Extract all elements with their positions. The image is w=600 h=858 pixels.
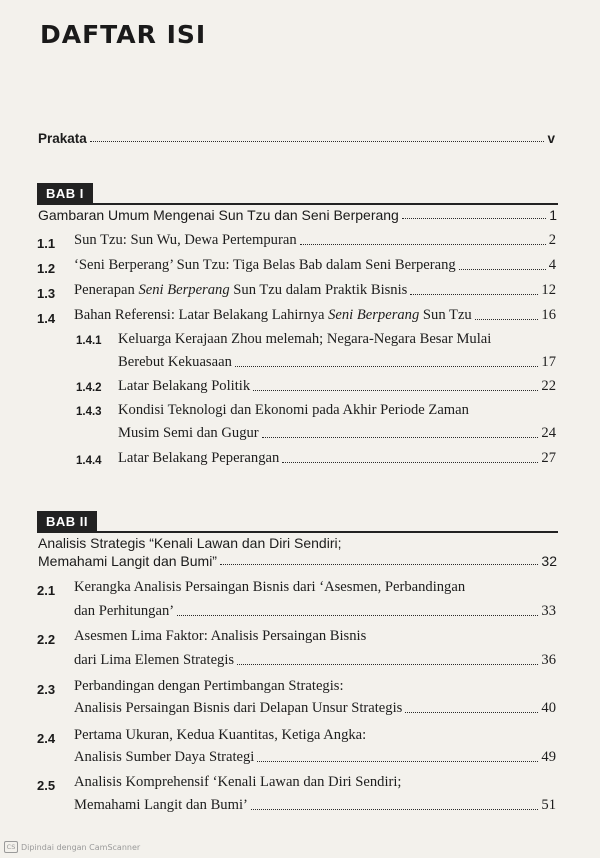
- dot-leader: [253, 390, 538, 391]
- entry-page: 22: [541, 378, 556, 394]
- toc-entry-2-1[interactable]: [74, 603, 556, 620]
- watermark-text: Dipindai dengan CamScanner: [21, 842, 141, 852]
- entry-label: Memahami Langit dan Bumi’: [74, 797, 248, 813]
- toc-entry-2-5[interactable]: [74, 797, 556, 814]
- dot-leader: [220, 564, 538, 565]
- entry-page: 24: [541, 425, 556, 441]
- chapter-title-line1: Analisis Strategis “Kenali Lawan dan Diri Sendiri;: [38, 535, 342, 551]
- entry-page: 1: [549, 207, 557, 223]
- toc-entry-1-4[interactable]: [74, 307, 556, 324]
- section-number: 1.1: [37, 236, 56, 251]
- dot-leader: [405, 712, 538, 713]
- section-number: 2.3: [37, 682, 56, 697]
- entry-label: dan Perhitungan’: [74, 603, 175, 619]
- chapter-rule: [37, 203, 558, 205]
- dot-leader: [90, 141, 545, 142]
- toc-entry-1-3[interactable]: [74, 282, 556, 299]
- dot-leader: [262, 437, 539, 438]
- toc-entry-1-4-4[interactable]: [118, 450, 556, 467]
- entry-label: Memahami Langit dan Bumi”: [38, 553, 217, 569]
- dot-leader: [300, 244, 546, 245]
- toc-entry-2-3[interactable]: [74, 700, 556, 717]
- chapter-badge-2: BAB II: [37, 511, 97, 532]
- entry-page: 17: [541, 354, 556, 370]
- entry-page: 51: [541, 797, 556, 813]
- entry-page: 40: [541, 700, 556, 716]
- dot-leader: [475, 319, 539, 320]
- entry-page: 49: [541, 749, 556, 765]
- entry-label: Penerapan Seni Berperang Sun Tzu dalam Praktik Bisnis: [74, 282, 408, 298]
- dot-leader: [459, 269, 546, 270]
- dot-leader: [257, 761, 538, 762]
- toc-entry-1-4-3[interactable]: [118, 425, 556, 442]
- scanner-watermark: [4, 841, 140, 853]
- entry-label: Analisis Sumber Daya Strategi: [74, 749, 255, 765]
- toc-entry-1-2[interactable]: [74, 257, 556, 274]
- camscanner-icon: CS: [4, 841, 18, 853]
- entry-page: 27: [541, 450, 556, 466]
- entry-page: 33: [541, 603, 556, 619]
- entry-label-line1: Perbandingan dengan Pertimbangan Strategis:: [74, 678, 344, 694]
- entry-label: Analisis Persaingan Bisnis dari Delapan Unsur Strategis: [74, 700, 403, 716]
- entry-label-line1: Kondisi Teknologi dan Ekonomi pada Akhir Periode Zaman: [118, 402, 469, 418]
- entry-label: dari Lima Elemen Strategis: [74, 652, 235, 668]
- entry-label: Bahan Referensi: Latar Belakang Lahirnya Seni Berperang Sun Tzu: [74, 307, 472, 323]
- dot-leader: [251, 809, 539, 810]
- dot-leader: [282, 462, 538, 463]
- dot-leader: [235, 366, 539, 367]
- section-number: 1.3: [37, 286, 56, 301]
- subsection-number: 1.4.2: [76, 382, 102, 394]
- entry-label-line1: Keluarga Kerajaan Zhou melemah; Negara-Negara Besar Mulai: [118, 331, 492, 347]
- entry-label: Gambaran Umum Mengenai Sun Tzu dan Seni Berperang: [38, 207, 399, 223]
- section-number: 2.4: [37, 731, 56, 746]
- section-number: 1.4: [37, 311, 56, 326]
- subsection-number: 1.4.1: [76, 335, 102, 347]
- entry-label: Latar Belakang Politik: [118, 378, 251, 394]
- toc-entry-2-4[interactable]: [74, 749, 556, 766]
- entry-label: Berebut Kekuasaan: [118, 354, 232, 370]
- section-number: 2.1: [37, 583, 56, 598]
- entry-label: Prakata: [38, 131, 87, 146]
- entry-page: 36: [541, 652, 556, 668]
- subsection-number: 1.4.3: [76, 406, 102, 418]
- toc-entry-2-2[interactable]: [74, 652, 556, 669]
- entry-page: v: [547, 131, 555, 146]
- entry-label-line1: Pertama Ukuran, Kedua Kuantitas, Ketiga Angka:: [74, 727, 367, 743]
- entry-page: 2: [548, 232, 556, 248]
- toc-entry-chapter-2[interactable]: [38, 553, 557, 569]
- entry-label: Sun Tzu: Sun Wu, Dewa Pertempuran: [74, 232, 297, 248]
- entry-label-line1: Kerangka Analisis Persaingan Bisnis dari ‘Asesmen, Perbandingan: [74, 579, 466, 595]
- entry-page: 12: [541, 282, 556, 298]
- entry-label: Latar Belakang Peperangan: [118, 450, 280, 466]
- entry-label: ‘Seni Berperang’ Sun Tzu: Tiga Belas Bab dalam Seni Berperang: [74, 257, 456, 273]
- subsection-number: 1.4.4: [76, 455, 102, 467]
- entry-page: 16: [541, 307, 556, 323]
- dot-leader: [410, 294, 538, 295]
- entry-label-line1: Asesmen Lima Faktor: Analisis Persaingan Bisnis: [74, 628, 367, 644]
- entry-page: 4: [548, 257, 556, 273]
- chapter-rule: [37, 531, 558, 533]
- toc-entry-1-4-1[interactable]: [118, 354, 556, 371]
- entry-page: 32: [541, 553, 557, 569]
- entry-label: Musim Semi dan Gugur: [118, 425, 259, 441]
- section-number: 2.2: [37, 632, 56, 647]
- toc-entry-1-1[interactable]: [74, 232, 556, 249]
- entry-label-line1: Analisis Komprehensif ‘Kenali Lawan dan Diri Sendiri;: [74, 774, 402, 790]
- dot-leader: [402, 218, 546, 219]
- page-title: DAFTAR ISI: [40, 20, 207, 49]
- toc-entry-prakata[interactable]: [38, 131, 555, 146]
- section-number: 1.2: [37, 261, 56, 276]
- toc-entry-1-4-2[interactable]: [118, 378, 556, 395]
- dot-leader: [177, 615, 538, 616]
- toc-entry-chapter-1[interactable]: [38, 207, 557, 223]
- chapter-badge-1: BAB I: [37, 183, 93, 204]
- section-number: 2.5: [37, 778, 56, 793]
- dot-leader: [237, 664, 538, 665]
